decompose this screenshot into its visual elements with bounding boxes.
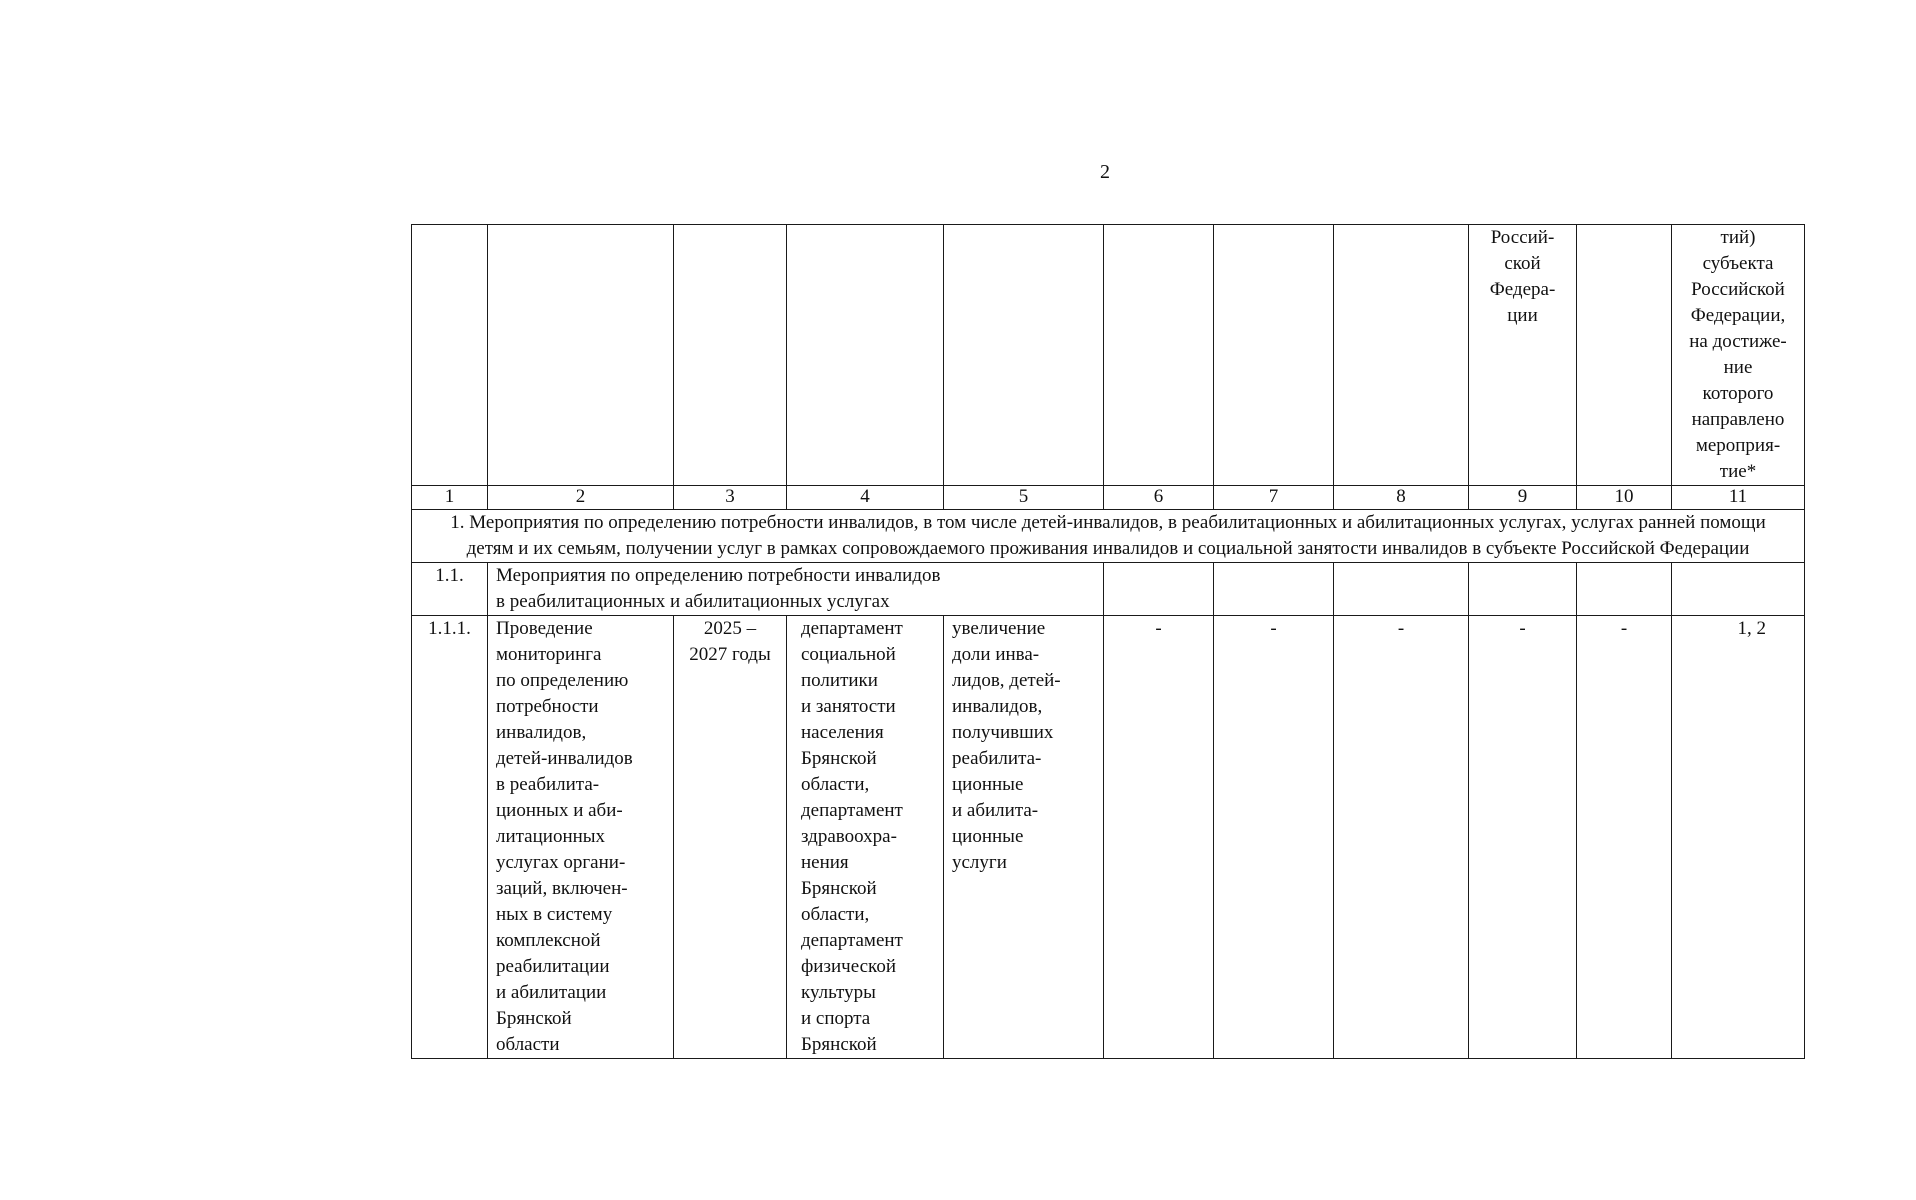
item-number: 1.1.1. — [412, 616, 488, 1059]
column-number: 7 — [1214, 486, 1334, 510]
item-col6: - — [1104, 616, 1214, 1059]
header-col8 — [1334, 225, 1469, 486]
subsection-col7 — [1214, 563, 1334, 616]
subsection-col11 — [1672, 563, 1805, 616]
section-heading: 1. Мероприятия по определению потребности инвалидов, в том числе детей-инвалидов, в реабилитационных и абилитационных услугах, услугах ранней помощи детям и их семьям, получении услуг в рамках сопровождаемого проживания инвалидов и социальной занятости инвалидов в субъекте Российской Федерации — [412, 510, 1805, 563]
header-col5 — [944, 225, 1104, 486]
page-number: 2 — [1100, 161, 1110, 183]
measures-table — [411, 224, 1805, 1059]
header-col1 — [412, 225, 488, 486]
item-name-cell — [488, 616, 674, 1059]
subsection-title-cell — [488, 563, 1104, 616]
subsection-col8 — [1334, 563, 1469, 616]
subsection-title: Мероприятия по определению потребности инвалидов в реабилитационных и абилитационных услугах — [496, 565, 941, 612]
item-col7: - — [1214, 616, 1334, 1059]
item-executor-cell — [787, 616, 944, 1059]
item-executor: департамент социальной политики и занятости населения Брянской области, департамент здравоохра- нения Брянской области, департамент физической культуры и спорта Брянской — [801, 618, 903, 1055]
column-number: 1 — [412, 486, 488, 510]
column-number: 4 — [787, 486, 944, 510]
subsection-row — [412, 563, 1805, 616]
column-number: 3 — [674, 486, 787, 510]
item-col8: - — [1334, 616, 1469, 1059]
item-row — [412, 616, 1805, 1059]
header-col7 — [1214, 225, 1334, 486]
subsection-number: 1.1. — [412, 563, 488, 616]
item-period-cell — [674, 616, 787, 1059]
column-number: 5 — [944, 486, 1104, 510]
column-number: 2 — [488, 486, 674, 510]
item-period: 2025 – 2027 годы — [689, 618, 771, 665]
header-col9-text: Россий- ской Федера- ции — [1489, 227, 1556, 326]
header-col9 — [1469, 225, 1577, 486]
column-numbers-row — [412, 486, 1805, 510]
item-result: увеличение доли инва- лидов, детей- инвалидов, получивших реабилита- ционные и абилита- ционные услуги — [952, 618, 1061, 873]
item-result-cell — [944, 616, 1104, 1059]
column-number: 10 — [1577, 486, 1672, 510]
header-col4 — [787, 225, 944, 486]
column-number: 11 — [1672, 486, 1805, 510]
subsection-col6 — [1104, 563, 1214, 616]
item-col9: - — [1469, 616, 1577, 1059]
column-number: 6 — [1104, 486, 1214, 510]
header-col11 — [1672, 225, 1805, 486]
item-col10: - — [1577, 616, 1672, 1059]
header-col2 — [488, 225, 674, 486]
item-name: Проведение мониторинга по определению потребности инвалидов, детей-инвалидов в реабилита- ционных и аби- литационных услугах органи- заций, включен- ных в систему комплексной реабилитации и абилитации Брянской области — [496, 618, 633, 1055]
column-number: 9 — [1469, 486, 1577, 510]
header-col10 — [1577, 225, 1672, 486]
section-row — [412, 510, 1805, 563]
header-col6 — [1104, 225, 1214, 486]
header-continuation-row — [412, 225, 1805, 486]
header-col11-text: тий) субъекта Российской Федерации, на достиже- ние которого направлено мероприя- тие* — [1689, 227, 1787, 482]
subsection-col9 — [1469, 563, 1577, 616]
column-number: 8 — [1334, 486, 1469, 510]
header-col3 — [674, 225, 787, 486]
subsection-col10 — [1577, 563, 1672, 616]
item-col11: 1, 2 — [1672, 616, 1805, 1059]
